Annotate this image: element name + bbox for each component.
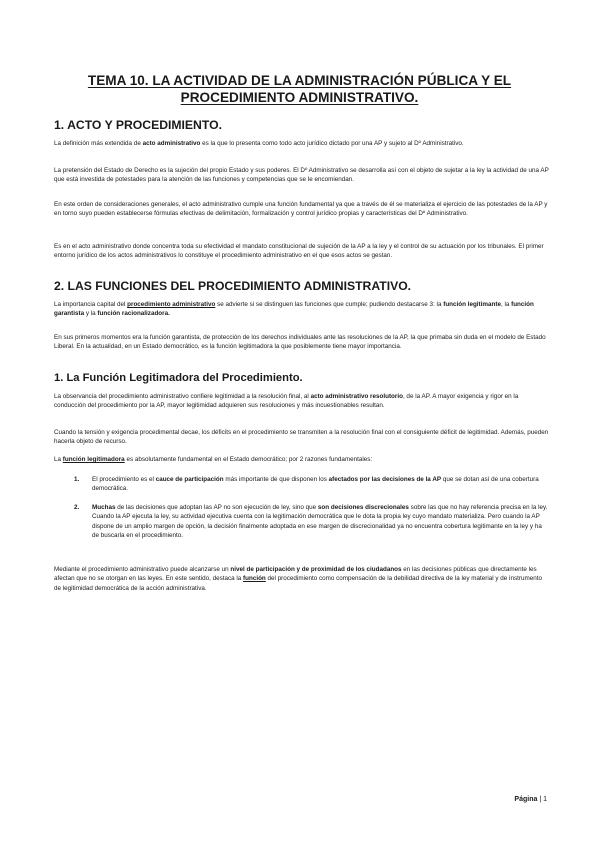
- list-item-cauce-participacion: [54, 475, 550, 495]
- footer-separator: |: [537, 796, 544, 803]
- subsection-heading-funcion-legitimadora: 1. La Función Legitimadora del Procedimiento.: [54, 372, 303, 384]
- section-heading-acto-procedimiento: 1. ACTO Y PROCEDIMIENTO.: [54, 118, 222, 132]
- paragraph-mandato-constitucional: Es en el acto administrativo donde concentra toda su efectividad el mandato constitucional de sujeción de la AP a la ley y el control de su actuación por los tribunales. El primer entorno jurídico de los actos administrativos lo constituye el procedimiento administrativo en el que esos actos se gestan.: [54, 243, 544, 260]
- paragraph-nivel-participacion: Mediante el procedimiento administrativo puede alcanzarse un nivel de participación y de proximidad de los ciudadanos en las decisiones públicas que directamente les afectan que no se otorgan en las leyes. En este sentido, destaca la función del procedimiento como compensación de la debilidad directiva de la ley material y de instrumento de legitimidad democrática de la acción administrativa.: [54, 566, 542, 592]
- paragraph-consideraciones-generales: En este orden de consideraciones generales, el acto administrativo cumple una función fundamental ya que a través de él se materializa el ejercicio de las potestades de la AP y en torno suyo pueden establecerse fórmulas efectivas de delimitación, formalización y control jurídico propias y características del Dº Administrativo.: [54, 201, 548, 218]
- document-title: TEMA 10. LA ACTIVIDAD DE LA ADMINISTRACIÓN PÚBLICA Y EL PROCEDIMIENTO ADMINISTRATIVO.: [87, 73, 512, 105]
- footer-page-number: 1: [543, 796, 547, 803]
- paragraph-importancia-capital: La importancia capital del procedimiento administrativo se advierte si se distinguen las funciones que cumple; pudiendo destacarse 3: la función legitimante, la función garantista y la función racionalizadora.: [54, 301, 534, 318]
- list-item-decisiones-discrecionales: [54, 503, 550, 559]
- paragraph-funcion-legitimadora: La función legitimadora es absolutamente fundamental en el Estado democrático; por 2 razones fundamentales:: [54, 456, 373, 463]
- footer-page-label: Página: [514, 796, 538, 803]
- page-footer: [514, 795, 547, 804]
- paragraph-funcion-garantista: En sus primeros momentos era la función garantista, de protección de los derechos individuales ante las resoluciones de la AP, la que primaba sin duda en el modelo de Estado Liberal. En la actualidad, en un Estado democrático, es la función legitimadora la que posiblemente tiene mayor importancia.: [54, 334, 546, 351]
- list-item-text: Muchas de las decisiones que adoptan las AP no son ejecución de ley, sino que son decisiones discrecionales sobre las que no hay referencia precisa en la ley. Cuando la AP ejecuta la ley, su actividad ejecutiva cuenta con la legitimación democrática que le dota la propia ley cuyo mandato materializa. Pero cuando la AP dispone de un amplio margen de opción, la decisión finalmente adoptada en ese margen de discrecionalidad ya no encuentra cobertura legitimante en la ley y ha de buscarla en el procedimiento.: [92, 504, 548, 540]
- paragraph-estado-derecho: La pretensión del Estado de Derecho es la sujeción del propio Estado y sus poderes. El Dº Administrativo se desarrolla así con el objeto de sujetar a la ley la actividad de una AP que está investida de potestades para la atención de las funciones y competencias que se le encomiendan.: [54, 167, 549, 184]
- paragraph-tension-procedimental: Cuando la tensión y exigencia procedimental decae, los déficits en el procedimiento se transmiten a la resolución final con el consiguiente déficit de legitimidad. Además, pueden hacerla objeto de recurso.: [54, 429, 549, 446]
- list-number: 2.: [74, 504, 80, 511]
- list-number: 1.: [74, 476, 80, 483]
- list-item-text: El procedimiento es el cauce de participación más importante de que disponen los afectados por las decisiones de la AP que se dotan así de una cobertura democrática.: [92, 476, 539, 493]
- section-heading-funciones: 2. LAS FUNCIONES DEL PROCEDIMIENTO ADMINISTRATIVO.: [54, 279, 412, 293]
- paragraph-definicion-acto: La definición más extendida de acto administrativo es la que lo presenta como todo acto jurídico dictado por una AP y sujeto al Dº Administrativo.: [54, 140, 464, 147]
- paragraph-observancia-procedimiento: La observancia del procedimiento administrativo confiere legitimidad a la resolución final, al acto administrativo resolutorio, de la AP. A mayor exigencia y rigor en la conducción del procedimiento por la AP, mayor legitimidad adquieren sus resoluciones y más incuestionables resultan.: [54, 393, 519, 410]
